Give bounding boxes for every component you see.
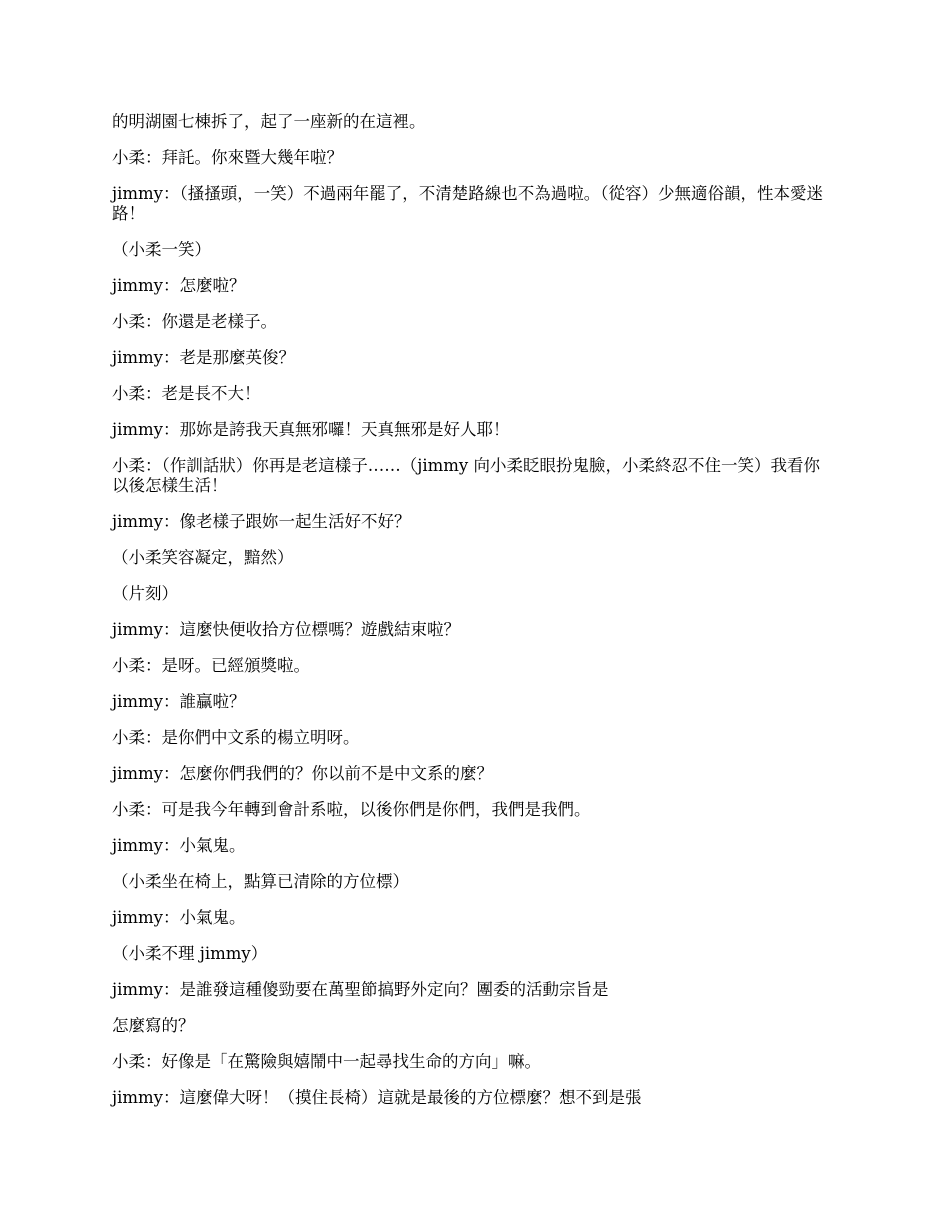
script-line: （小柔不理 jimmy） — [112, 944, 268, 963]
script-line: 小柔：你還是老樣子。 — [112, 312, 277, 331]
script-line: jimmy：小氣鬼。 — [112, 836, 246, 855]
script-line: jimmy：那妳是誇我天真無邪囉！天真無邪是好人耶！ — [112, 420, 510, 439]
script-line: jimmy：怎麼啦？ — [112, 276, 246, 295]
script-line: 小柔：好像是「在驚險與嬉鬧中一起尋找生命的方向」嘛。 — [112, 1052, 541, 1071]
script-text-body — [112, 112, 832, 1124]
script-line: 怎麼寫的？ — [112, 1016, 195, 1035]
script-line: （小柔坐在椅上，點算已清除的方位標） — [112, 872, 409, 891]
script-line: jimmy：這麼快便收拾方位標嗎？遊戲結束啦？ — [112, 620, 461, 639]
script-line: jimmy：是誰發這種傻勁要在萬聖節搞野外定向？團委的活動宗旨是 — [112, 980, 609, 999]
script-line: 小柔：（作訓話狀）你再是老這樣子……（jimmy 向小柔眨眼扮鬼臉，小柔終忍不住一笑）我看你以後怎樣生活！ — [112, 456, 821, 495]
script-line: （片刻） — [112, 584, 178, 603]
script-line: jimmy：小氣鬼。 — [112, 908, 246, 927]
script-line: 的明湖園七棟拆了，起了一座新的在這裡。 — [112, 112, 426, 131]
script-line: 小柔：老是長不大！ — [112, 384, 261, 403]
script-line: 小柔：是你們中文系的楊立明呀。 — [112, 728, 360, 747]
script-line: jimmy：怎麼你們我們的？你以前不是中文系的麼？ — [112, 764, 494, 783]
script-line: （小柔一笑） — [112, 240, 211, 259]
script-line: jimmy：老是那麼英俊？ — [112, 348, 296, 367]
script-line: 小柔：拜託。你來暨大幾年啦？ — [112, 148, 343, 167]
script-line: （小柔笑容凝定，黯然） — [112, 548, 294, 567]
script-line: 小柔：是呀。已經頒獎啦。 — [112, 656, 310, 675]
script-line: jimmy：（搔搔頭，一笑）不過兩年罷了，不清楚路線也不為過啦。（從容）少無適俗韻，性本愛迷路！ — [112, 184, 824, 223]
script-line: 小柔：可是我今年轉到會計系啦，以後你們是你們，我們是我們。 — [112, 800, 591, 819]
script-line: jimmy：誰贏啦？ — [112, 692, 246, 711]
script-line: jimmy：這麼偉大呀！（摸住長椅）這就是最後的方位標麼？想不到是張 — [112, 1088, 642, 1107]
script-line: jimmy：像老樣子跟妳一起生活好不好？ — [112, 512, 411, 531]
